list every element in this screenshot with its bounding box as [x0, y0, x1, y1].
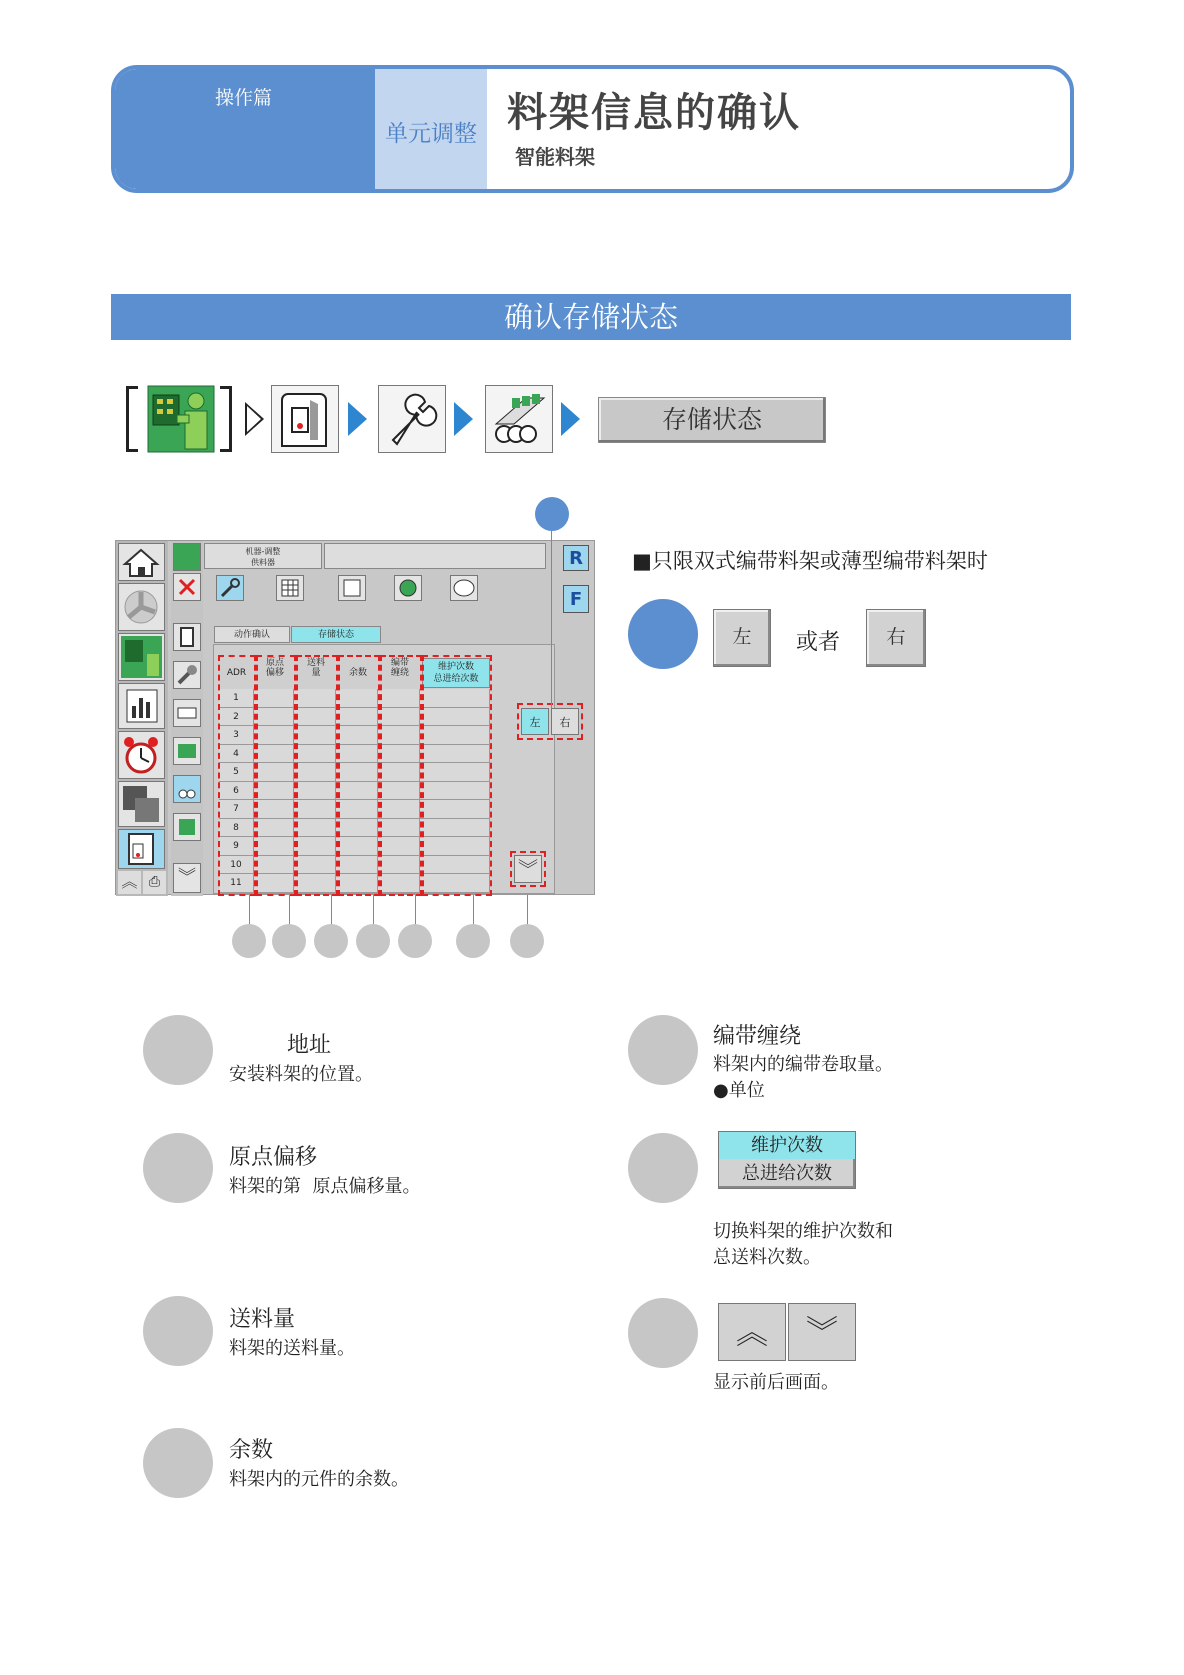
callout-line-lr: [551, 512, 552, 708]
right-sample-button: 右: [866, 609, 926, 667]
legend-title-tape-winding: 编带缠绕: [713, 1024, 802, 1049]
legend-desc-feed-amount: 料架的送料量。: [229, 1338, 355, 1359]
page-up-icon: ︽: [718, 1303, 786, 1361]
legend-dot-page-nav: [628, 1298, 698, 1368]
callout-line-feed: [331, 895, 332, 925]
side-r-button[interactable]: R: [563, 545, 589, 571]
feeder-icon[interactable]: [118, 829, 165, 869]
legend-desc-maintenance-2: 总送料次数。: [713, 1247, 821, 1268]
column-header-tape-winding: 编带 缠绕: [390, 658, 409, 678]
adr-cell: 3: [219, 726, 254, 745]
legend-desc-address: 安装料架的位置。: [229, 1064, 373, 1085]
screen-title-tab[interactable]: 机器-调整 供料器: [204, 543, 322, 569]
wrench-tool-icon[interactable]: [216, 575, 244, 601]
adr-cell: 6: [219, 782, 254, 801]
home-icon[interactable]: [118, 543, 165, 581]
legend-dot-origin-offset: [143, 1133, 213, 1203]
section-title: 确认存储状态: [111, 294, 1071, 340]
legend-dot-remaining: [143, 1428, 213, 1498]
alarm-clock-icon[interactable]: [118, 731, 165, 779]
intelligent-feeder-small-icon[interactable]: [173, 775, 201, 803]
cancel-icon[interactable]: [173, 573, 201, 601]
wrench-icon[interactable]: [378, 385, 446, 453]
fan-icon[interactable]: [118, 583, 165, 631]
edit-tool-icon[interactable]: [338, 575, 366, 601]
maintenance-sample-top: 维护次数: [719, 1132, 855, 1159]
window-icon[interactable]: [118, 781, 165, 827]
maintenance-sample-button: [718, 1131, 856, 1189]
storage-state-button[interactable]: 存储状态: [598, 397, 826, 443]
side-f-button[interactable]: F: [563, 585, 589, 613]
wrench-small-icon[interactable]: [173, 661, 201, 689]
page-down-icon[interactable]: ︾: [514, 855, 542, 883]
adr-cell: 4: [219, 745, 254, 764]
callout-dot-lr: [535, 497, 569, 531]
legend-unit-tape-winding: ●单位: [713, 1080, 765, 1101]
highlight-feed-amount: [296, 655, 338, 896]
highlight-remaining: [338, 655, 380, 896]
feeder-icon[interactable]: [271, 385, 339, 453]
intelligent-feeder-icon[interactable]: [485, 385, 553, 453]
callout-dot-page: [510, 924, 544, 958]
dual-feeder-note: ■只限双式编带料架或薄型编带料架时: [632, 549, 988, 573]
adr-cell: 7: [219, 800, 254, 819]
column-header-origin-offset: 原点 偏移: [265, 658, 284, 678]
callout-line-maint: [473, 895, 474, 925]
adr-cell: 8: [219, 819, 254, 838]
adr-cell: 9: [219, 837, 254, 856]
info-icon[interactable]: [450, 575, 478, 601]
sub-toolbar: [171, 541, 203, 896]
header-subcategory-panel: [375, 69, 487, 189]
double-chevron-up-icon[interactable]: ︽: [118, 871, 141, 894]
highlight-maintenance: [422, 655, 492, 896]
bracket-right: [220, 386, 232, 452]
left-toolbar: [116, 541, 168, 896]
screen-title-area: [324, 543, 546, 569]
callout-line-origin: [289, 895, 290, 925]
left-button[interactable]: 左: [521, 708, 549, 735]
legend-title-address: 地址: [287, 1033, 332, 1058]
callout-dot-tape: [398, 924, 432, 958]
grid-tool-icon[interactable]: [276, 575, 304, 601]
highlight-tape-winding: [380, 655, 422, 896]
callout-line-tape: [415, 895, 416, 925]
header-subcategory: 单元调整: [385, 121, 477, 147]
column-header-feed-amount: 送料 量: [306, 658, 325, 678]
legend-title-remaining: 余数: [229, 1438, 274, 1463]
callout-line-adr: [249, 895, 250, 925]
callout-dot-origin: [272, 924, 306, 958]
maintenance-toggle-button[interactable]: 维护次数 总进给次数: [422, 658, 490, 688]
column-header-remaining: 余数: [348, 668, 367, 678]
legend-desc-maintenance-1: 切换料架的维护次数和: [713, 1221, 893, 1242]
callout-line-remaining: [373, 895, 374, 925]
callout-line-page: [527, 895, 528, 925]
highlight-adr: [218, 655, 256, 896]
left-sample-button: 左: [713, 609, 771, 667]
page-subtitle: 智能料架: [515, 145, 595, 169]
arrow-filled-icon: [561, 402, 580, 436]
maintenance-sample-bottom: 总进给次数: [719, 1159, 855, 1188]
callout-dot-maint: [456, 924, 490, 958]
header-category-panel: [115, 69, 375, 189]
production-chart-icon[interactable]: [118, 683, 165, 729]
machine-screen: [115, 540, 595, 895]
feeder-green-icon[interactable]: [173, 813, 201, 841]
adr-cell: 2: [219, 708, 254, 727]
double-chevron-down-icon[interactable]: ︾: [173, 863, 201, 893]
callout-dot-adr: [232, 924, 266, 958]
header-category: 操作篇: [215, 87, 273, 109]
legend-dot-address: [143, 1015, 213, 1085]
tab-action-check[interactable]: 动作确认: [214, 626, 290, 643]
unit-adjust-small-icon[interactable]: [173, 543, 201, 571]
or-label: 或者: [796, 630, 841, 655]
legend-dot-tape-winding: [628, 1015, 698, 1085]
green-card-icon[interactable]: [173, 737, 201, 765]
legend-dot-maintenance: [628, 1133, 698, 1203]
legend-desc-origin-offset: 料架的第 原点偏移量。: [229, 1176, 421, 1197]
legend-title-feed-amount: 送料量: [229, 1307, 296, 1332]
page-nav-sample: [718, 1303, 856, 1361]
feeder-small-icon[interactable]: [173, 623, 201, 651]
tape-icon[interactable]: [173, 699, 201, 727]
arrow-filled-icon: [454, 402, 473, 436]
bracket-left: [126, 386, 138, 452]
arrow-outline-icon: [245, 402, 264, 436]
printer-icon[interactable]: ⎙: [143, 871, 166, 894]
adr-cell: 5: [219, 763, 254, 782]
legend-desc-remaining: 料架内的元件的余数。: [229, 1469, 409, 1490]
arrow-filled-icon: [348, 402, 367, 436]
adr-cell: 1: [219, 689, 254, 708]
callout-dot-dual: [628, 599, 698, 669]
unit-adjust-icon[interactable]: [147, 385, 215, 453]
header-banner: [111, 65, 1074, 193]
page-title: 料架信息的确认: [507, 90, 801, 136]
right-button[interactable]: 右: [551, 708, 579, 735]
page-down-icon: ︾: [788, 1303, 856, 1361]
legend-desc-page-nav: 显示前后画面。: [713, 1372, 839, 1393]
callout-dot-remaining: [356, 924, 390, 958]
adr-cell: 11: [219, 874, 254, 893]
legend-title-origin-offset: 原点偏移: [229, 1145, 318, 1170]
highlight-origin-offset: [256, 655, 296, 896]
callout-dot-feed: [314, 924, 348, 958]
nozzle-tool-icon[interactable]: [394, 575, 422, 601]
adr-cell: 10: [219, 856, 254, 875]
legend-dot-feed-amount: [143, 1296, 213, 1366]
unit-adjust-icon[interactable]: [118, 633, 165, 681]
column-header-adr: ADR: [226, 668, 247, 678]
tab-storage-state[interactable]: 存储状态: [291, 626, 381, 643]
legend-desc-tape-winding: 料架内的编带卷取量。: [713, 1054, 893, 1075]
